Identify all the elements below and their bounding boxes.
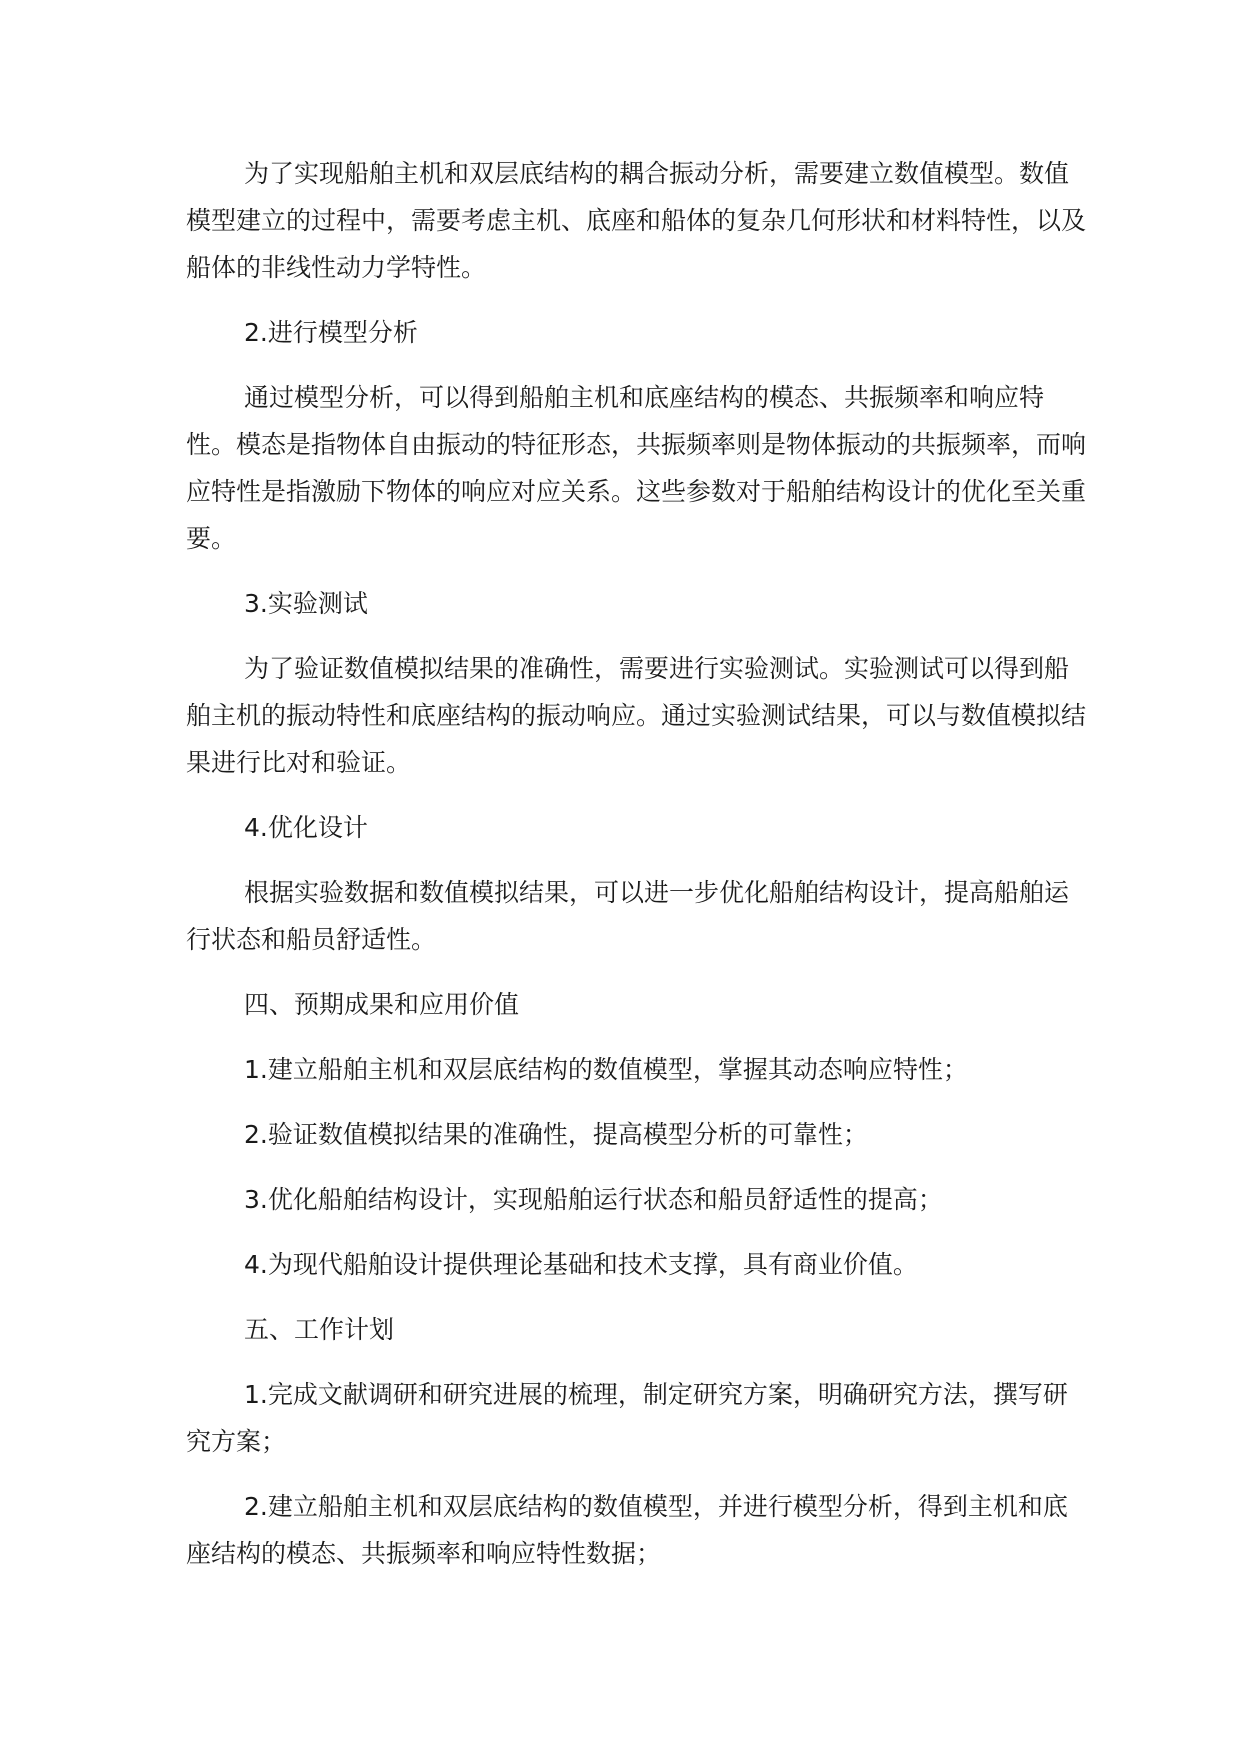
paragraph-model-analysis: 通过模型分析，可以得到船舶主机和底座结构的模态、共振频率和响应特性。模态是指物体自由振动的特征形态，共振频率则是物体振动的共振频率，而响应特性是指激励下物体的响应对应关系。这些参数对于船舶结构设计的优化至关重要。 <box>186 383 1087 553</box>
heading-model-analysis: 2.进行模型分析 <box>244 318 418 347</box>
document-page <box>186 150 1086 1595</box>
list-item-result-4: 4.为现代船舶设计提供理论基础和技术支撑，具有商业价值。 <box>244 1250 918 1279</box>
heading-expected-results: 四、预期成果和应用价值 <box>244 990 520 1019</box>
paragraph-optimization: 根据实验数据和数值模拟结果，可以进一步优化船舶结构设计，提高船舶运行状态和船员舒适性。 <box>186 878 1070 954</box>
list-item-result-3: 3.优化船舶结构设计，实现船舶运行状态和船员舒适性的提高； <box>244 1185 943 1214</box>
list-item-result-2: 2.验证数值模拟结果的准确性，提高模型分析的可靠性； <box>244 1120 868 1149</box>
list-item-plan-1: 1.完成文献调研和研究进展的梳理，制定研究方案，明确研究方法，撰写研究方案； <box>186 1380 1068 1456</box>
list-item-plan-2: 2.建立船舶主机和双层底结构的数值模型，并进行模型分析，得到主机和底座结构的模态、共振频率和响应特性数据； <box>186 1492 1068 1568</box>
list-item-result-1: 1.建立船舶主机和双层底结构的数值模型，掌握其动态响应特性； <box>244 1055 968 1084</box>
paragraph-numerical-model: 为了实现船舶主机和双层底结构的耦合振动分析，需要建立数值模型。数值模型建立的过程中，需要考虑主机、底座和船体的复杂几何形状和材料特性，以及船体的非线性动力学特性。 <box>186 159 1087 282</box>
heading-experiment-test: 3.实验测试 <box>244 589 368 618</box>
paragraph-experiment-test: 为了验证数值模拟结果的准确性，需要进行实验测试。实验测试可以得到船舶主机的振动特性和底座结构的振动响应。通过实验测试结果，可以与数值模拟结果进行比对和验证。 <box>186 654 1087 777</box>
heading-work-plan: 五、工作计划 <box>244 1315 395 1344</box>
heading-optimization: 4.优化设计 <box>244 813 368 842</box>
